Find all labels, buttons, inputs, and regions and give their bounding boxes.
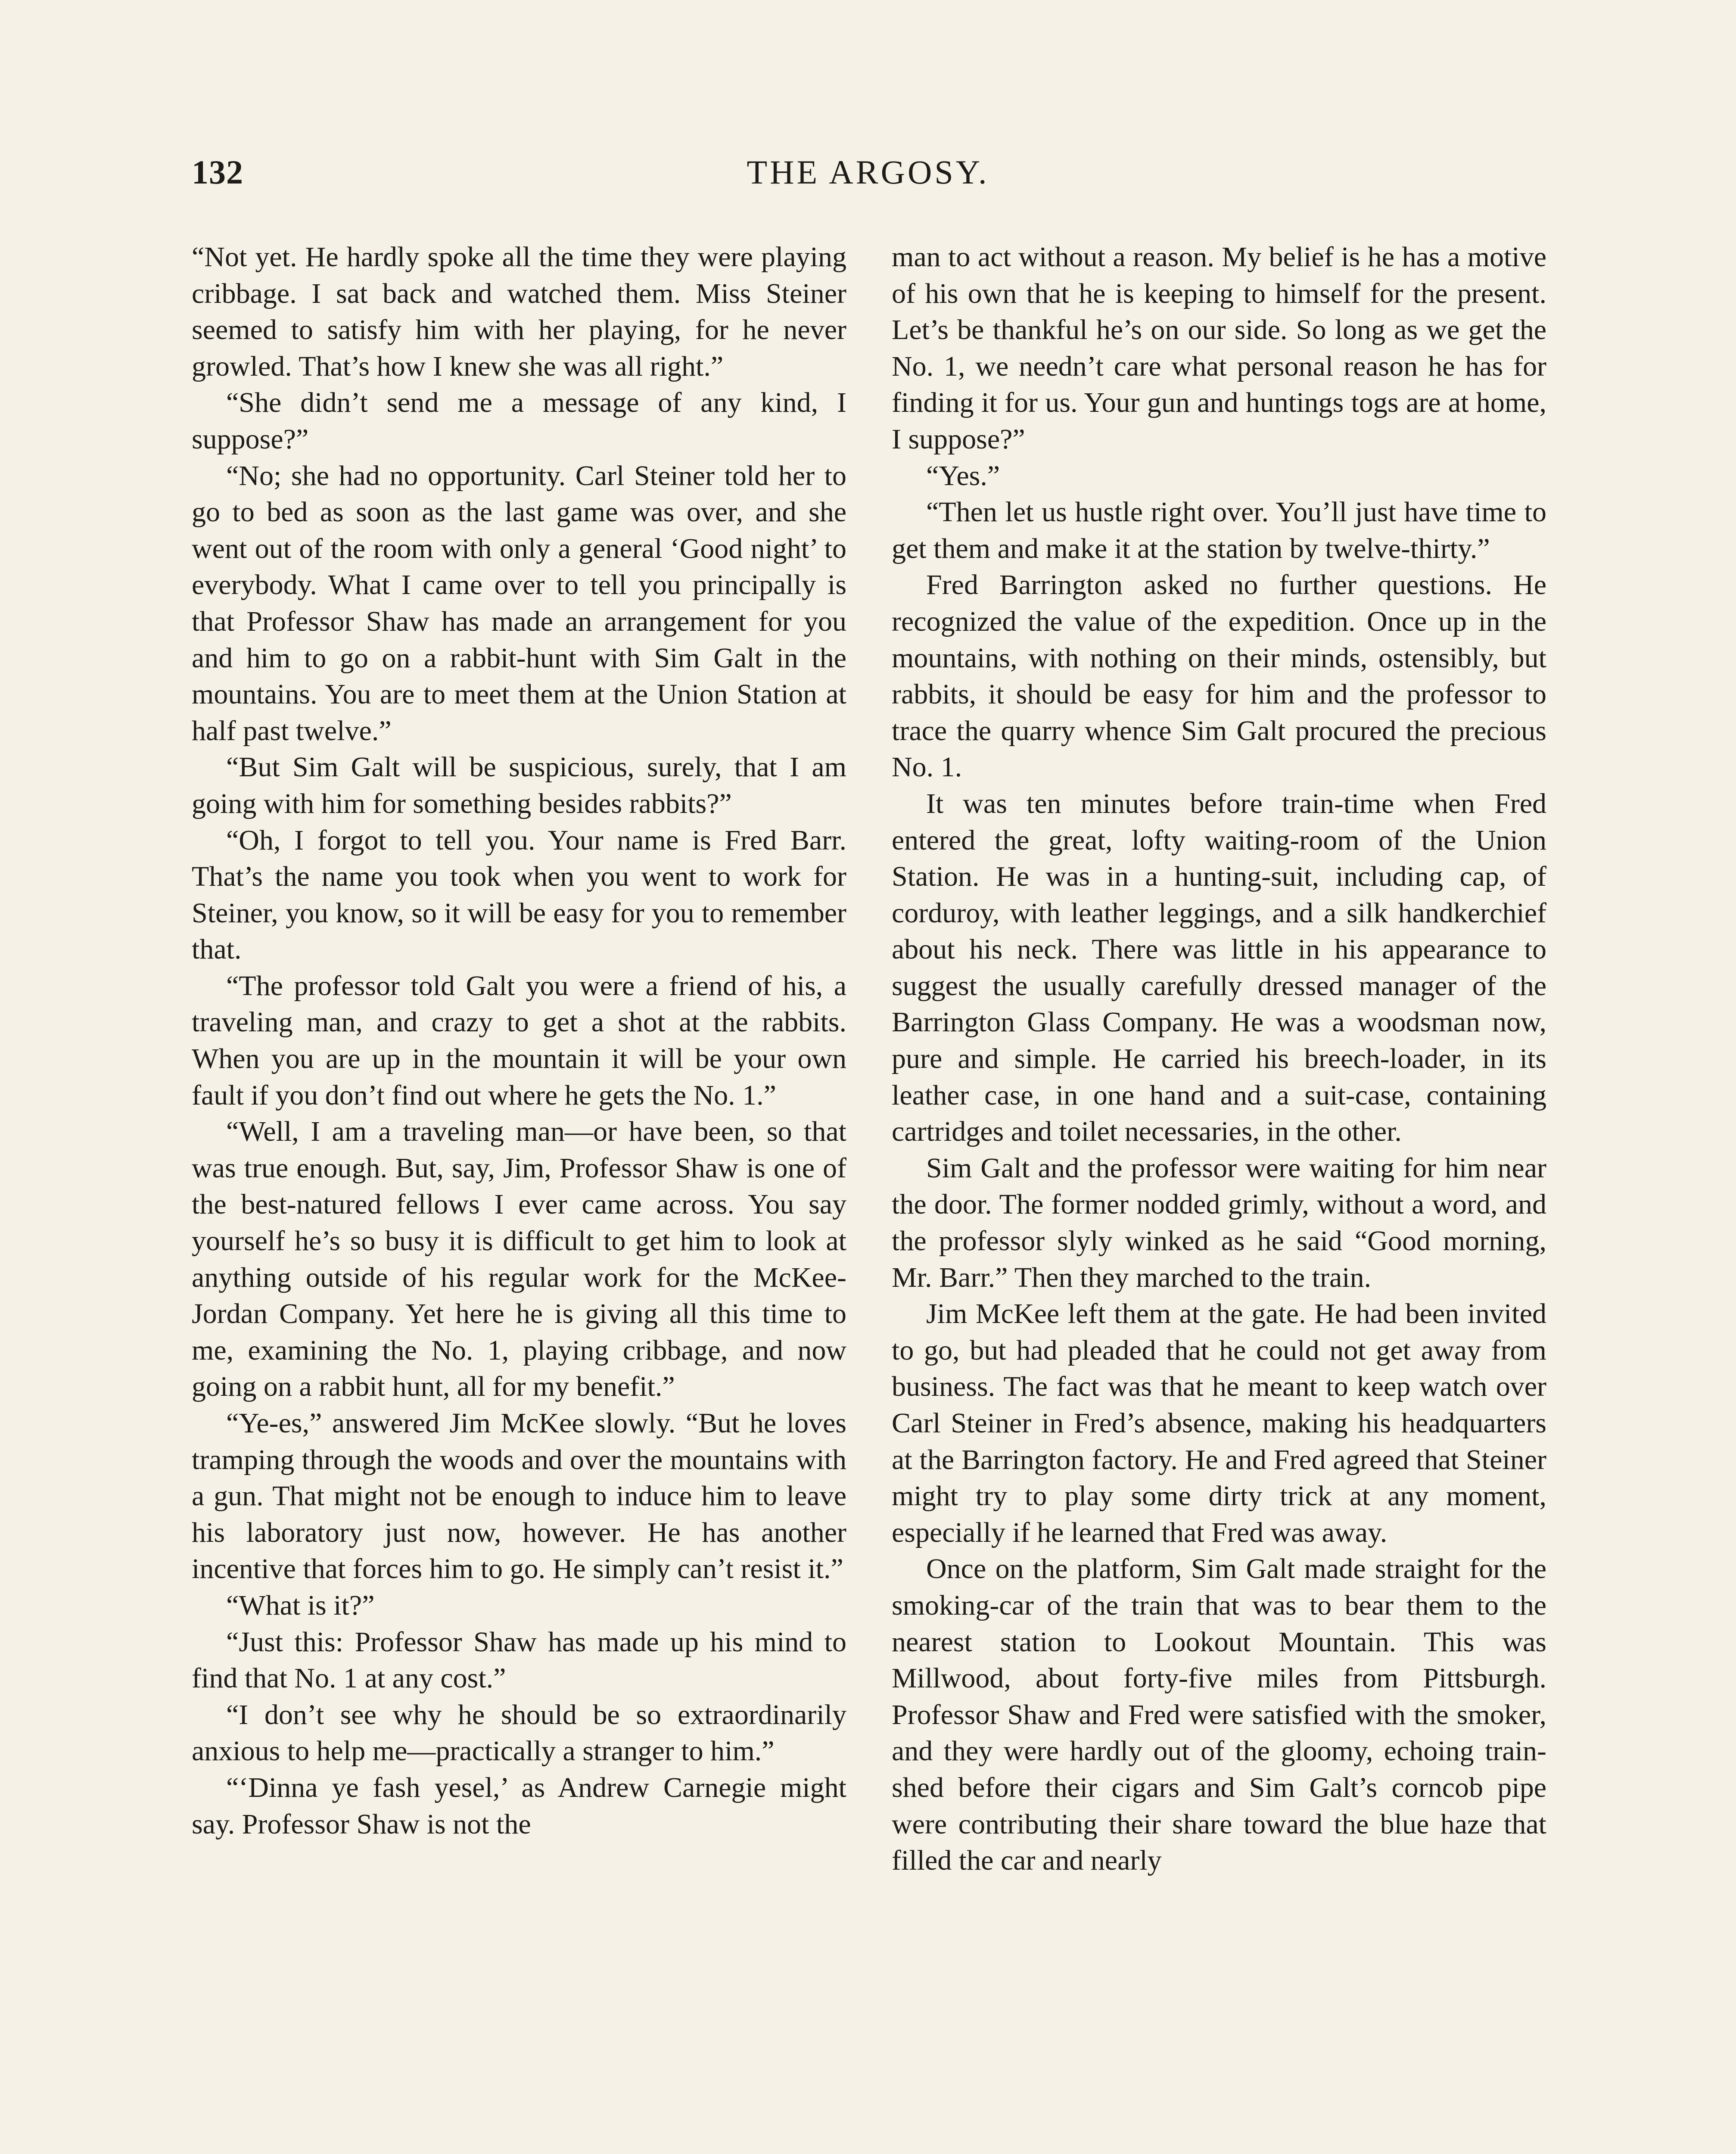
- paragraph: “She didn’t send me a message of any kind, I suppose?”: [192, 387, 846, 455]
- paragraph: “Then let us hustle right over. You’ll just have time to get them and make it at the station by twelve-thirty.”: [892, 496, 1546, 564]
- paragraph: “Yes.”: [926, 460, 1000, 492]
- running-title: THE ARGOSY.: [747, 153, 989, 191]
- paragraph: “But Sim Galt will be suspicious, surely, that I am going with him for something besides rabbits?”: [192, 751, 846, 819]
- paragraph: “No; she had no opportunity. Carl Steiner told her to go to bed as soon as the last game was over, and she went out of the room with only a general ‘Good night’ to everybody. What I came over to tell you principally is that Professor Shaw has made an arrangement for you and him to go on a rabbit-hunt with Sim Galt in the mountains. You are to meet them at the Union Station at half past twelve.”: [192, 460, 846, 747]
- paragraph: Jim McKee left them at the gate. He had been invited to go, but had pleaded that he could not get away from business. The fact was that he meant to keep watch over Carl Steiner in Fred’s absence, making his headquarters at the Barrington factory. He and Fred agreed that Steiner might try to play some dirty trick at any moment, especially if he learned that Fred was away.: [892, 1298, 1546, 1548]
- paragraph: “Well, I am a traveling man—or have been, so that was true enough. But, say, Jim, Professor Shaw is one of the best-natured fellows I ever came across. You say yourself he’s so busy it is difficult to get him to look at anything outside of his regular work for the McKee-Jordan Company. Yet here he is giving all this time to me, examining the No. 1, playing cribbage, and now going on a rabbit hunt, all for my benefit.”: [192, 1116, 846, 1403]
- paragraph: “Not yet. He hardly spoke all the time they were playing cribbage. I sat back and watched them. Miss Steiner seemed to satisfy him with her playing, for he never growled. That’s how I knew she was all right.”: [192, 241, 846, 382]
- paragraph: man to act without a reason. My belief is he has a motive of his own that he is keeping to himself for the present. Let’s be thankful he’s on our side. So long as we get the No. 1, we needn’t care what personal reason he has for finding it for us. Your gun and huntings togs are at home, I suppose?”: [892, 241, 1546, 455]
- paragraph: “What is it?”: [226, 1589, 375, 1621]
- paragraph: “‘Dinna ye fash yesel,’ as Andrew Carnegie might say. Professor Shaw is not the: [192, 1771, 846, 1840]
- paragraph: Once on the platform, Sim Galt made straight for the smoking-car of the train that was to bear them to the nearest station to Lookout Mountain. This was Millwood, about forty-five miles from Pittsburgh. Professor Shaw and Fred were satisfied with the smoker, and they were hardly out of the gloomy, echoing train-shed before their cigars and Sim Galt’s corncob pipe were contributing their share toward the blue haze that filled the car and nearly: [892, 1553, 1546, 1877]
- paragraph: It was ten minutes before train-time when Fred entered the great, lofty waiting-room of the Union Station. He was in a hunting-suit, including cap, of corduroy, with leather leggings, and a silk handkerchief about his neck. There was little in his appearance to suggest the usually carefully dressed manager of the Barrington Glass Company. He was a woodsman now, pure and simple. He carried his breech-loader, in its leather case, in one hand and a suit-case, containing cartridges and toilet necessaries, in the other.: [892, 788, 1546, 1148]
- paragraph: “I don’t see why he should be so extraordinarily anxious to help me—practically a stranger to him.”: [192, 1699, 846, 1767]
- paragraph: “Oh, I forgot to tell you. Your name is Fred Barr. That’s the name you took when you went to work for Steiner, you know, so it will be easy for you to remember that.: [192, 824, 846, 965]
- left-column: [192, 239, 846, 1843]
- paragraph: Fred Barrington asked no further questions. He recognized the value of the expedition. Once up in the mountains, with nothing on their minds, ostensibly, but rabbits, it should be easy for him and the professor to trace the quarry whence Sim Galt procured the precious No. 1.: [892, 569, 1546, 783]
- right-column: [892, 239, 1546, 1879]
- page-number: 132: [192, 153, 243, 191]
- paragraph: “The professor told Galt you were a friend of his, a traveling man, and crazy to get a shot at the rabbits. When you are up in the mountain it will be your own fault if you don’t find out where he gets the No. 1.”: [192, 970, 846, 1111]
- paragraph: “Just this: Professor Shaw has made up his mind to find that No. 1 at any cost.”: [192, 1626, 846, 1694]
- paragraph: Sim Galt and the professor were waiting for him near the door. The former nodded grimly, without a word, and the professor slyly winked as he said “Good morning, Mr. Barr.” Then they marched to the train.: [892, 1152, 1546, 1293]
- paragraph: “Ye-es,” answered Jim McKee slowly. “But he loves tramping through the woods and over the mountains with a gun. That might not be enough to induce him to leave his laboratory just now, however. He has another incentive that forces him to go. He simply can’t resist it.”: [192, 1407, 846, 1585]
